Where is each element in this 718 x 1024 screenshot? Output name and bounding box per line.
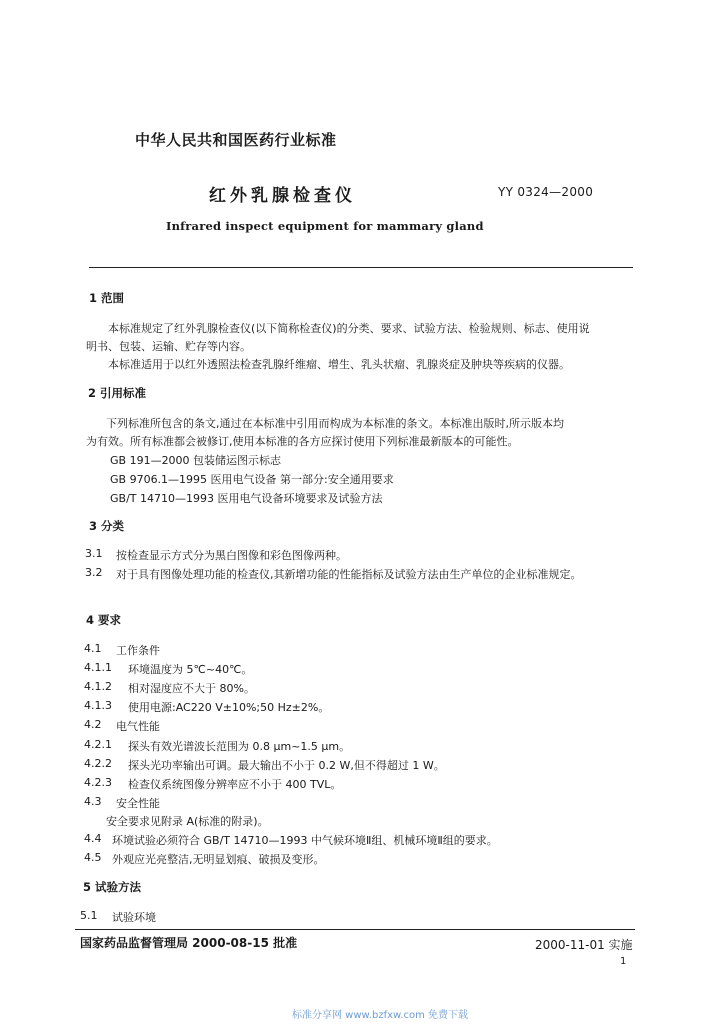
clause-4-1-2-number: 4.1.2	[84, 680, 112, 693]
clause-4-2-3-text: 检查仪系统图像分辨率应不小于 400 TVL。	[128, 778, 342, 791]
section-2-para-line-2: 为有效。所有标准都会被修订,使用本标准的各方应探讨使用下列标准最新版本的可能性。	[86, 435, 519, 448]
clause-4-2-3-number: 4.2.3	[84, 776, 112, 789]
clause-4-1-3-text: 使用电源:AC220 V±10%;50 Hz±2%。	[128, 701, 330, 714]
clause-3-1-text: 按检查显示方式分为黑白图像和彩色图像两种。	[116, 549, 347, 562]
document-title: 红外乳腺检查仪	[209, 186, 356, 206]
clause-4-2-2-text: 探头光功率输出可调。最大输出不小于 0.2 W,但不得超过 1 W。	[128, 759, 445, 772]
clause-3-2-number: 3.2	[85, 566, 103, 579]
clause-3-2-text: 对于具有图像处理功能的检查仪,其新增功能的性能指标及试验方法由生产单位的企业标准规定。	[116, 568, 582, 581]
section-5-heading: 5 试验方法	[83, 880, 142, 894]
clause-4-2-1-text: 探头有效光谱波长范围为 0.8 μm~1.5 μm。	[128, 740, 351, 753]
reference-3: GB/T 14710—1993 医用电气设备环境要求及试验方法	[110, 492, 383, 505]
clause-4-1-number: 4.1	[84, 642, 102, 655]
section-1-para-1-line-1: 本标准规定了红外乳腺检查仪(以下简称检查仪)的分类、要求、试验方法、检验规则、标志、使用说	[108, 322, 590, 335]
section-2-para-line-1: 下列标准所包含的条文,通过在本标准中引用而构成为本标准的条文。本标准出版时,所示版本均	[106, 417, 564, 430]
header-divider	[89, 267, 633, 268]
clause-4-4-number: 4.4	[84, 832, 102, 845]
clause-3-1-number: 3.1	[85, 547, 103, 560]
clause-5-1-number: 5.1	[80, 909, 98, 922]
clause-4-1-3-number: 4.1.3	[84, 699, 112, 712]
clause-4-1-text: 工作条件	[116, 644, 160, 657]
section-1-heading: 1 范围	[89, 291, 125, 305]
section-2-heading: 2 引用标准	[88, 386, 147, 400]
approval-statement: 国家药品监督管理局 2000-08-15 批准	[80, 936, 298, 950]
clause-4-2-2-number: 4.2.2	[84, 757, 112, 770]
clause-4-4-text: 环境试验必须符合 GB/T 14710—1993 中气候环境Ⅱ组、机械环境Ⅱ组的要求。	[112, 834, 498, 847]
clause-4-1-1-text: 环境温度为 5℃~40℃。	[128, 663, 253, 676]
reference-1: GB 191—2000 包装储运图示标志	[110, 454, 282, 467]
clause-4-1-2-text: 相对湿度应不大于 80%。	[128, 682, 255, 695]
clause-4-2-number: 4.2	[84, 718, 102, 731]
clause-4-1-1-number: 4.1.1	[84, 661, 112, 674]
clause-4-5-number: 4.5	[84, 851, 102, 864]
effective-date: 2000-11-01 实施	[535, 938, 633, 952]
footer-divider	[75, 929, 635, 930]
section-3-heading: 3 分类	[89, 519, 125, 533]
section-4-heading: 4 要求	[86, 613, 122, 627]
section-1-para-1-line-2: 明书、包装、运输、贮存等内容。	[86, 340, 251, 353]
reference-2: GB 9706.1—1995 医用电气设备 第一部分:安全通用要求	[110, 473, 394, 486]
page-number: 1	[620, 956, 627, 967]
clause-4-2-text: 电气性能	[116, 720, 160, 733]
clause-4-2-1-number: 4.2.1	[84, 738, 112, 751]
clause-4-5-text: 外观应光亮整洁,无明显划痕、破损及变形。	[112, 853, 325, 866]
english-title: Infrared inspect equipment for mammary gland	[166, 219, 484, 233]
clause-5-1-text: 试验环境	[112, 911, 156, 924]
clause-4-3-text: 安全性能	[116, 797, 160, 810]
standard-code: YY 0324—2000	[498, 185, 594, 199]
org-standard-title: 中华人民共和国医药行业标准	[135, 131, 337, 149]
clause-4-3-number: 4.3	[84, 795, 102, 808]
download-watermark[interactable]: 标准分享网 www.bzfxw.com 免费下载	[292, 1010, 468, 1021]
section-1-para-2: 本标准适用于以红外透照法检查乳腺纤维瘤、增生、乳头状瘤、乳腺炎症及肿块等疾病的仪器。	[108, 358, 570, 371]
clause-4-3-body: 安全要求见附录 A(标准的附录)。	[106, 815, 269, 828]
